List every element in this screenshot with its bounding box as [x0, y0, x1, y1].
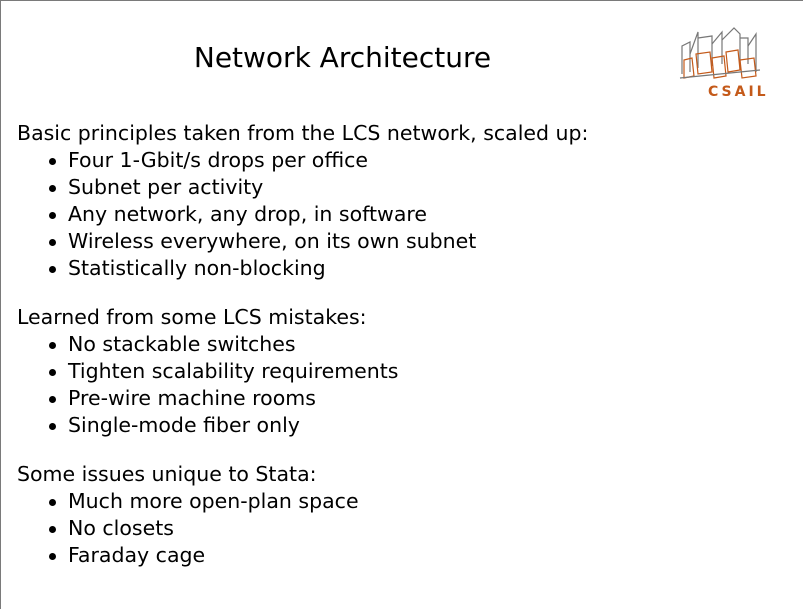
- list-item: Statistically non-blocking: [17, 255, 787, 282]
- bullet-icon: [49, 423, 56, 430]
- section-lcs-mistakes: [17, 304, 787, 439]
- bullet-icon: [49, 369, 56, 376]
- section-basic-principles: [17, 120, 787, 282]
- bullet-list: [17, 147, 787, 282]
- bullet-icon: [49, 212, 56, 219]
- bullet-list: [17, 488, 787, 569]
- bullet-icon: [49, 553, 56, 560]
- list-item: No stackable switches: [17, 331, 787, 358]
- section-heading: Learned from some LCS mistakes:: [17, 305, 367, 329]
- bullet-icon: [49, 342, 56, 349]
- section-heading: Basic principles taken from the LCS network, scaled up:: [17, 121, 589, 145]
- bullet-icon: [49, 526, 56, 533]
- list-item: Single-mode fiber only: [17, 412, 787, 439]
- list-item: No closets: [17, 515, 787, 542]
- bullet-icon: [49, 185, 56, 192]
- section-heading: Some issues unique to Stata:: [17, 462, 317, 486]
- bullet-list: [17, 331, 787, 439]
- list-item: Four 1-Gbit/s drops per office: [17, 147, 787, 174]
- section-stata-issues: [17, 461, 787, 569]
- list-item: Subnet per activity: [17, 174, 787, 201]
- list-item: Much more open-plan space: [17, 488, 787, 515]
- list-item: Tighten scalability requirements: [17, 358, 787, 385]
- bullet-icon: [49, 396, 56, 403]
- bullet-icon: [49, 158, 56, 165]
- slide-title: Network Architecture: [193, 41, 492, 74]
- list-item: Faraday cage: [17, 542, 787, 569]
- bullet-icon: [49, 266, 56, 273]
- slide-content: [17, 120, 787, 591]
- logo-text: CSAIL: [708, 84, 769, 100]
- list-item: Pre-wire machine rooms: [17, 385, 787, 412]
- list-item: Wireless everywhere, on its own subnet: [17, 228, 787, 255]
- bullet-icon: [49, 239, 56, 246]
- list-item: Any network, any drop, in software: [17, 201, 787, 228]
- bullet-icon: [49, 499, 56, 506]
